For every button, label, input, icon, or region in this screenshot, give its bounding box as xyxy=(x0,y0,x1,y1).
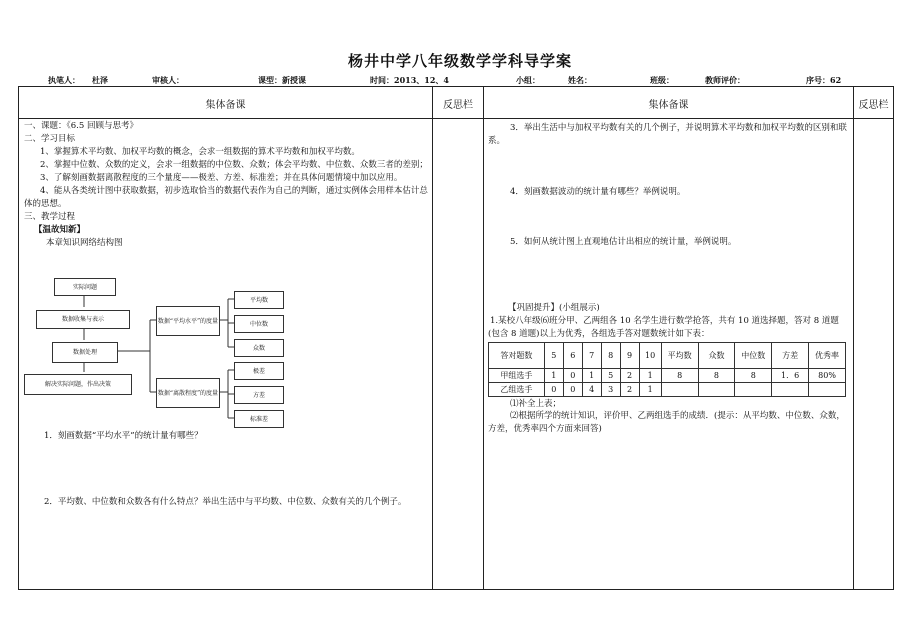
page-title: 杨井中学八年级数学学科导学案 xyxy=(347,52,572,70)
table-cell: 平均数 xyxy=(661,343,698,369)
goals-heading: 二、学习目标 xyxy=(24,134,76,144)
table-cell: 中位数 xyxy=(735,343,772,369)
diagram-std: 标准差 xyxy=(234,410,284,428)
reviewer-label: 审核人： xyxy=(152,75,184,85)
sub-question-2: ⑵根据所学的统计知识，评价甲、乙两组选手的成绩．(提示：从平均数、中位数、众数，方差，优秀率四个方面来回答) xyxy=(488,411,845,434)
diagram-real-problem: 实际问题 xyxy=(54,278,116,296)
table-row xyxy=(489,369,846,383)
table-cell: 1 xyxy=(544,369,563,383)
goal-item: 4、能从各类统计图中获取数据，初步选取恰当的数据代表作为自己的判断，通过实例体会用样本估计总体的思想。 xyxy=(24,186,428,209)
sub-question-1: ⑴补全上表； xyxy=(510,399,562,409)
diagram-dispersion: 数据“离散程度”的度量 xyxy=(156,378,220,408)
lesson-time: 时间：2013、12、4 xyxy=(370,75,449,85)
lesson-type: 课型：新授课 xyxy=(258,75,306,85)
table-cell: 答对题数 xyxy=(489,343,545,369)
review-heading: 【温故知新】 xyxy=(34,225,86,235)
author-label: 执笔人： xyxy=(48,75,80,85)
diagram-data-processing: 数据处理 xyxy=(52,342,118,363)
goal-item: 3、了解刻画数据离散程度的三个量度——极差、方差、标准差；并在具体问题情境中加以应用。 xyxy=(40,173,403,183)
table-cell: 0 xyxy=(563,383,582,397)
table-cell: 乙组选手 xyxy=(489,383,545,397)
group-label: 小组： xyxy=(516,75,540,85)
table-row xyxy=(489,383,846,397)
table-cell: 5 xyxy=(544,343,563,369)
table-cell: 8 xyxy=(735,369,772,383)
table-cell: 甲组选手 xyxy=(489,369,545,383)
table-cell: 1．6 xyxy=(772,369,809,383)
table-cell: 1 xyxy=(582,369,601,383)
table-cell: 众数 xyxy=(698,343,735,369)
question-2: 2．平均数、中位数和众数各有什么特点？举出生活中与平均数、中位数、众数有关的几个例子。 xyxy=(44,497,407,507)
table-cell: 8 xyxy=(661,369,698,383)
process-heading: 三、教学过程 xyxy=(24,212,76,222)
table-cell: 5 xyxy=(601,369,620,383)
left-column-heading: 集体备课 xyxy=(205,100,246,111)
table-cell: 8 xyxy=(698,369,735,383)
right-column-heading: 集体备课 xyxy=(648,100,689,111)
diagram-data-collection: 数据收集与表示 xyxy=(36,310,130,329)
table-cell: 6 xyxy=(563,343,582,369)
table-cell: 3 xyxy=(601,383,620,397)
table-cell: 4 xyxy=(582,383,601,397)
left-reflection-heading: 反思栏 xyxy=(443,100,473,111)
diagram-solve-problem: 解决实际问题，作出决策 xyxy=(24,374,132,395)
diagram-variance: 方差 xyxy=(234,386,284,404)
class-label: 班级： xyxy=(650,75,674,85)
table-cell: 10 xyxy=(639,343,661,369)
table-cell: 80% xyxy=(809,369,846,383)
diagram-average-level: 数据“平均水平”的度量 xyxy=(156,306,220,336)
table-cell xyxy=(735,383,772,397)
table-cell: 1 xyxy=(639,383,661,397)
table-cell xyxy=(661,383,698,397)
table-cell: 方差 xyxy=(772,343,809,369)
question-5: 5．如何从统计图上直观地估计出相应的统计量，举例说明。 xyxy=(510,237,737,247)
diagram-mean: 平均数 xyxy=(234,291,284,309)
table-header-row xyxy=(489,343,846,369)
table-cell xyxy=(809,383,846,397)
structure-title: 本章知识网络结构图 xyxy=(46,238,123,248)
question-4: 4．刻画数据波动的统计量有哪些？举例说明。 xyxy=(510,187,686,197)
teacher-eval-label: 教师评价： xyxy=(705,75,745,85)
practice-problem: 1.某校八年级⑹班分甲、乙两组各 10 名学生进行数学抢答，共有 10 道选择题，答对 8 道题(包含 8 道题)以上为优秀，各组选手答对题数统计如下表： xyxy=(488,316,839,339)
diagram-range: 极差 xyxy=(234,362,284,380)
question-1: 1．刻画数据“平均水平”的统计量有哪些？ xyxy=(44,431,203,441)
right-reflection-heading: 反思栏 xyxy=(858,100,889,111)
table-cell: 2 xyxy=(620,383,639,397)
table-cell: 0 xyxy=(544,383,563,397)
table-cell: 7 xyxy=(582,343,601,369)
table-cell: 9 xyxy=(620,343,639,369)
table-cell: 8 xyxy=(601,343,620,369)
table-cell: 2 xyxy=(620,369,639,383)
consolidate-heading: 【巩固提升】(小组展示) xyxy=(508,303,600,313)
author-name: 杜泽 xyxy=(92,75,108,85)
name-label: 姓名： xyxy=(568,75,592,85)
table-cell xyxy=(772,383,809,397)
diagram-median: 中位数 xyxy=(234,315,284,333)
table-cell xyxy=(698,383,735,397)
goal-item: 2、掌握中位数、众数的定义，会求一组数据的中位数、众数；体会平均数、中位数、众数三者的差别； xyxy=(40,160,428,170)
table-cell: 优秀率 xyxy=(809,343,846,369)
table-cell: 0 xyxy=(563,369,582,383)
goal-item: 1、掌握算术平均数、加权平均数的概念，会求一组数据的算术平均数和加权平均数。 xyxy=(40,147,360,157)
score-table xyxy=(488,342,846,397)
question-3: 3．举出生活中与加权平均数有关的几个例子，并说明算术平均数和加权平均数的区别和联系。 xyxy=(488,123,847,146)
serial-number: 序号：62 xyxy=(806,75,842,85)
diagram-mode: 众数 xyxy=(234,339,284,357)
lesson-topic: 一、课题：《6.5 回顾与思考》 xyxy=(24,121,138,131)
table-cell: 1 xyxy=(639,369,661,383)
